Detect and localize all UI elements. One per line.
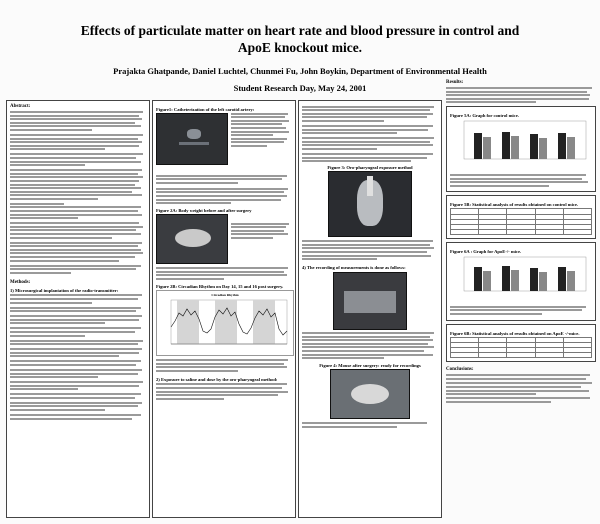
circadian-chart xyxy=(156,290,294,356)
abstract-heading: Abstract: xyxy=(10,104,31,109)
exposure-text xyxy=(156,383,292,399)
figure-6b-title: Figure 6B: Statistical analysis of results obtained on ApoE -/-mice. xyxy=(450,330,580,336)
section-4-title: 4) The recording of measurements is done as follows: xyxy=(302,265,406,271)
figure-5a-caption xyxy=(450,174,592,187)
figure-2b-title: Figure 2B: Circadian Rhythm on Day 14, 15 and 16 post surgery. xyxy=(156,283,284,289)
figure-5b-title: Figure 5B: Statistical analysis of results obtained on control mice. xyxy=(450,202,579,208)
figure-6a-title: Figure 6A : Graph for ApoE-/- mice. xyxy=(450,249,522,255)
figure-5a-box xyxy=(446,106,596,192)
figure-1-title: Figure1: Catheterization of the left carotid artery: xyxy=(156,107,255,112)
figure-5a-title: Figure 5A: Graph for control mice. xyxy=(450,113,519,119)
figure-6a-box xyxy=(446,242,596,320)
conclusions-text xyxy=(446,374,596,402)
methods-heading: Methods: xyxy=(10,279,31,285)
figure-3-photo xyxy=(328,171,412,237)
title-line-2: ApoE knockout mice. xyxy=(237,40,363,55)
exposure-title: 2) Exposure to saline and dose by the oro-pharyngeal method: xyxy=(156,376,278,382)
figure-5a-chart xyxy=(450,119,590,167)
figure-5b-box xyxy=(446,195,596,239)
figure-2a-side-text xyxy=(231,221,291,241)
figure-5b-table xyxy=(450,208,592,235)
figure-recording-photo xyxy=(333,272,407,330)
results-heading: Results: xyxy=(446,80,464,85)
figure-2b-caption xyxy=(156,359,292,372)
figure-2a-title: Figure 2A: Body weight before and after surgery xyxy=(156,208,252,214)
conclusions-heading: Conclusions: xyxy=(446,367,474,373)
column-results xyxy=(446,80,596,518)
methods-text-block xyxy=(10,294,146,419)
authors: Prajakta Ghatpande, Daniel Luchtel, Chunmei Fu, John Boykin, Department of Environmental Health xyxy=(113,66,487,76)
column-figures-1-2 xyxy=(152,100,296,518)
figure-3-title: Figure 3: Oro-pharyngeal exposure method xyxy=(327,165,413,171)
figure-3-caption xyxy=(302,240,438,260)
column-3-text-top xyxy=(302,106,438,163)
figure-6b-box xyxy=(446,324,596,363)
figure-4-title: Figure 4: Mouse after surgery: ready for recordings xyxy=(319,363,421,369)
event-line: Student Research Day, May 24, 2001 xyxy=(233,83,367,93)
title-line-1: Effects of particulate matter on heart rate and blood pressure in control and xyxy=(80,23,520,38)
circadian-chart-plot xyxy=(157,291,293,355)
figure-2a-caption xyxy=(156,267,292,280)
figure-2a-photo xyxy=(156,214,228,264)
abstract-text-block xyxy=(10,111,146,274)
figure-1-side-text xyxy=(231,111,291,149)
column-figures-3-4 xyxy=(298,100,442,518)
column-abstract-methods xyxy=(6,100,150,518)
figure-4-caption xyxy=(302,422,438,428)
figure-6b-table xyxy=(450,337,592,359)
figure-6a-chart xyxy=(450,255,590,299)
section-4-text xyxy=(302,332,438,359)
figure-1-photo xyxy=(156,113,228,165)
figure-4-photo xyxy=(330,369,410,419)
results-text xyxy=(446,87,596,103)
poster-title xyxy=(0,22,600,56)
methods-subheading: 1) Microsurgical implantation of the radio-transmitter: xyxy=(10,287,119,293)
figure-6a-caption xyxy=(450,306,592,315)
figure-1-caption xyxy=(156,175,292,184)
circadian-chart-title: Circadian Rhythm xyxy=(211,292,239,297)
